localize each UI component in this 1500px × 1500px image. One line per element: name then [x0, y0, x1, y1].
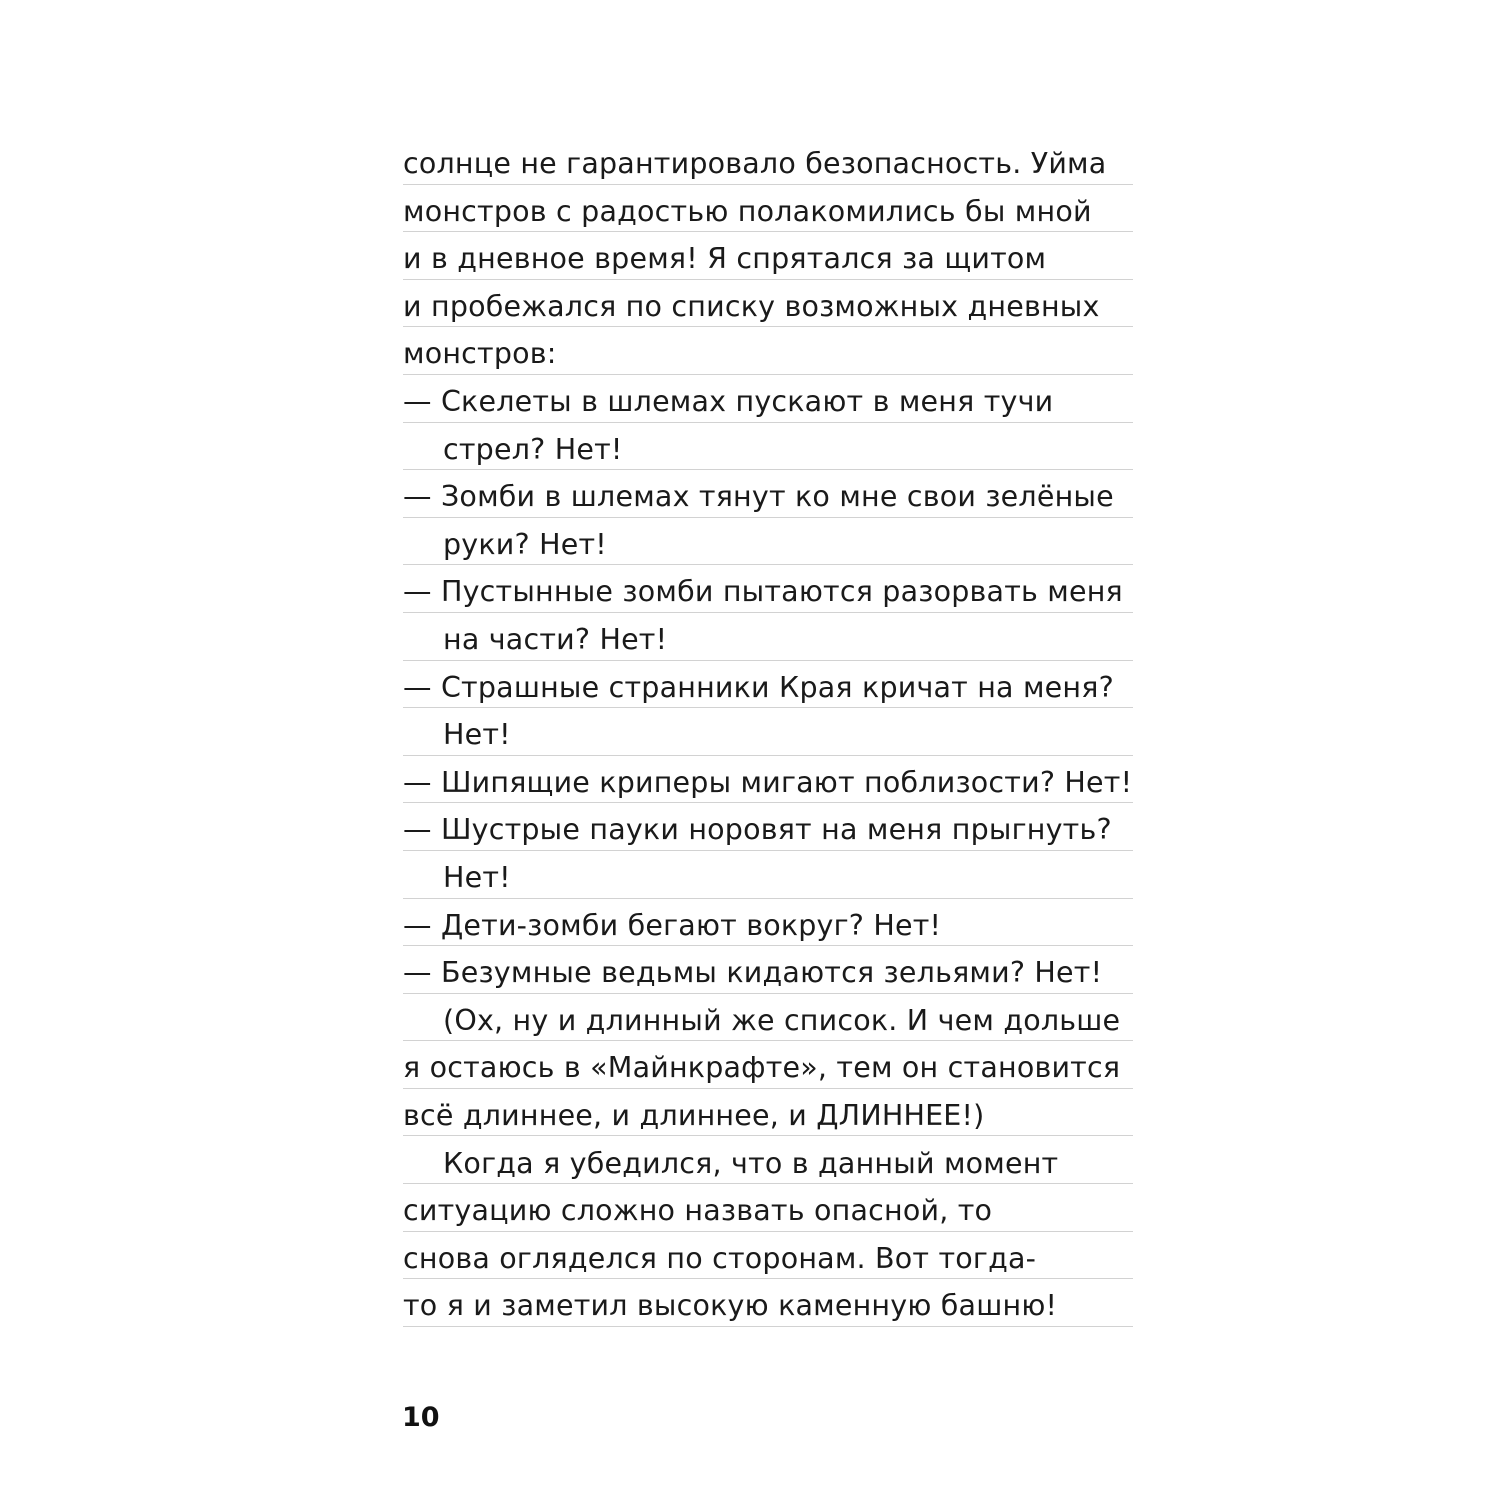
line-text: Когда я убедился, что в данный момент [443, 1146, 1059, 1180]
line-text: монстров с радостью полакомились бы мной [403, 194, 1092, 228]
text-line [403, 994, 1133, 1042]
text-line [403, 613, 1133, 661]
line-text: Нет! [443, 718, 511, 752]
text-line [403, 1232, 1133, 1280]
line-text: на части? Нет! [443, 623, 668, 657]
text-line [403, 1279, 1133, 1327]
text-line [403, 137, 1133, 185]
text-line [403, 1136, 1133, 1184]
line-text: — Пустынные зомби пытаются разорвать меня [403, 575, 1123, 609]
text-line [403, 946, 1133, 994]
text-line [403, 756, 1133, 804]
line-text: и в дневное время! Я спрятался за щитом [403, 242, 1047, 276]
line-text: всё длиннее, и длиннее, и ДЛИННЕЕ!) [403, 1098, 985, 1132]
text-line [403, 708, 1133, 756]
line-text: руки? Нет! [443, 527, 607, 561]
text-line [403, 327, 1133, 375]
text-line [403, 375, 1133, 423]
text-line [403, 280, 1133, 328]
text-line [403, 899, 1133, 947]
line-text: снова огляделся по сторонам. Вот тогда- [403, 1241, 1037, 1275]
line-text: — Шипящие криперы мигают поблизости? Нет! [403, 765, 1133, 799]
line-text: Нет! [443, 861, 511, 894]
text-line [403, 565, 1133, 613]
line-text: я остаюсь в «Майнкрафте», тем он становится [403, 1051, 1121, 1085]
line-text: солнце не гарантировало безопасность. Уйма [403, 147, 1107, 181]
line-text: стрел? Нет! [443, 432, 623, 466]
text-line [403, 232, 1133, 280]
text-line [403, 1089, 1133, 1137]
text-line [403, 1041, 1133, 1089]
line-text: ситуацию сложно назвать опасной, то [403, 1194, 993, 1228]
line-text: и пробежался по списку возможных дневных [403, 289, 1100, 323]
text-line [403, 518, 1133, 566]
line-text: — Скелеты в шлемах пускают в меня тучи [403, 385, 1054, 419]
text-line [403, 423, 1133, 471]
page-number: 10 [402, 1402, 440, 1433]
page-text [403, 137, 1133, 1327]
line-text: — Шустрые пауки норовят на меня прыгнуть? [403, 813, 1112, 847]
line-text: то я и заметил высокую каменную башню! [403, 1289, 1058, 1323]
line-text: — Безумные ведьмы кидаются зельями? Нет! [403, 956, 1103, 990]
text-line [403, 661, 1133, 709]
line-text: — Страшные странники Края кричат на меня? [403, 670, 1114, 704]
text-line [403, 470, 1133, 518]
text-line [403, 803, 1133, 851]
line-text: — Зомби в шлемах тянут ко мне свои зелёные [403, 480, 1114, 514]
text-line [403, 851, 1133, 899]
text-line [403, 1184, 1133, 1232]
text-line [403, 185, 1133, 233]
line-text: — Дети-зомби бегают вокруг? Нет! [403, 908, 942, 942]
line-text: монстров: [403, 337, 557, 371]
line-text: (Ох, ну и длинный же список. И чем дольше [443, 1003, 1121, 1037]
